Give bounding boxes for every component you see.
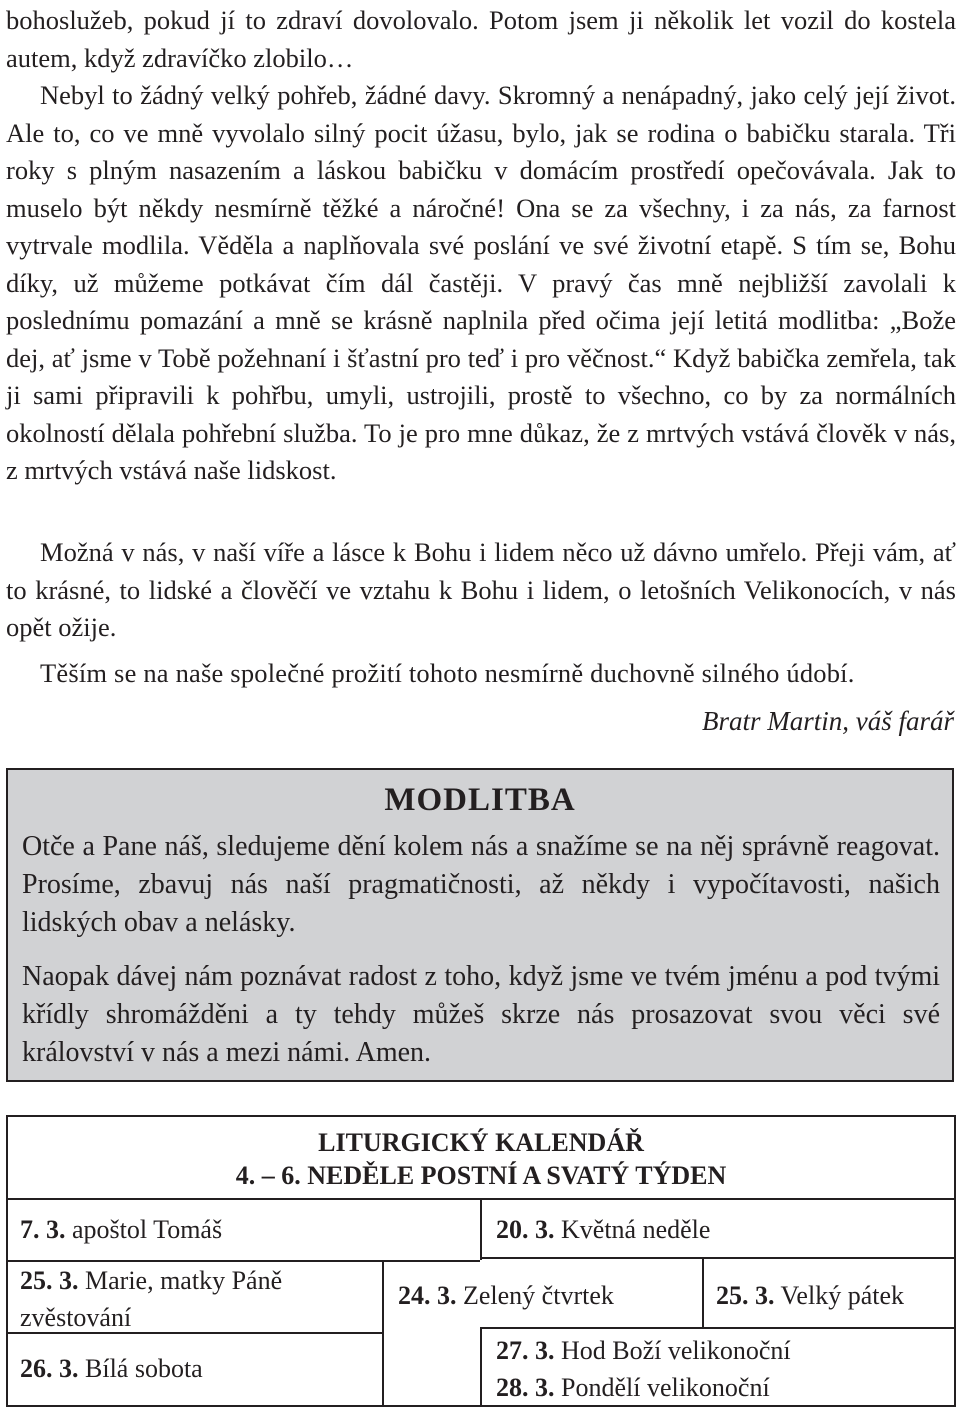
calendar-entry <box>20 1262 360 1336</box>
calendar-entry <box>398 1278 614 1314</box>
prayer-title: MODLITBA <box>384 782 576 818</box>
calendar-date: 24. 3. <box>398 1281 457 1310</box>
calendar-entry <box>496 1333 791 1369</box>
calendar-date: 25. 3. <box>20 1266 79 1295</box>
calendar-event: Zelený čtvrtek <box>463 1281 614 1310</box>
calendar-date: 28. 3. <box>496 1373 555 1402</box>
calendar-event: Hod Boží velikonoční <box>561 1336 791 1365</box>
calendar-date: 20. 3. <box>496 1215 555 1244</box>
article-paragraph-3: Možná v nás, v naší víře a lásce k Bohu i lidem něco už dávno umřelo. Přeji vám, ať to krásné, to lidské a člověčí ve vztahu k Bohu i lidem, o letošních Velikonocích, v nás opět ožije. <box>6 537 956 642</box>
prayer-box <box>6 768 954 1082</box>
calendar-divider <box>480 1257 954 1259</box>
prayer-paragraph-2: Naopak dávej nám poznávat radost z toho, když jsme ve tvém jménu a pod tvými křídly shromážděni a ty tehdy můžeš skrze nás prosazovat svou věci své království v nás a mezi námi. Amen. <box>22 961 940 1068</box>
article-paragraph-1: bohoslužeb, pokud jí to zdraví dovolovalo. Potom jsem ji několik let vozil do kostela autem, když zdravíčko zlobilo… <box>6 5 956 73</box>
calendar-event: Marie, matky Páně zvěstování <box>20 1266 283 1332</box>
article-paragraph-4: Těším se na naše společné prožití tohoto nesmírně duchovně silného údobí. <box>40 658 855 688</box>
article-paragraph-2: Nebyl to žádný velký pohřeb, žádné davy. Skromný a nenápadný, jako celý její život. Ale to, co ve mně vyvolalo silný pocit úžasu, bylo, jak se rodina o babičku starala. Tři roky s plným nasazením a láskou babičku v domácím prostředí opečovávala. Jak to muselo být někdy nesmírně těžké a náročné! Ona se za všechny, i za nás, za farnost vytrvale modlila. Věděla a naplňovala své poslání ve své životní etapě. S tím se, Bohu díky, už můžeme potkávat čím dál častěji. V pravý čas mně nejbližší zavolali k poslednímu pomazání a mně se krásně naplnila před očima její letitá modlitba: „Bože dej, ať jsme v Tobě požehnaní i šťastní pro teď i pro věčnost.“ Když babička zemřela, tak ji sami připravili k pohřbu, umyli, ustrojili, prostě to všechno, co by za normálních okolností dělala pohřební služba. To je pro mne důkaz, že z mrtvých vstává člověk v nás, z mrtvých vstává naše lidskost. <box>6 80 956 485</box>
calendar-divider <box>480 1198 482 1260</box>
calendar-entry <box>20 1351 203 1387</box>
calendar-event: Květná neděle <box>561 1215 711 1244</box>
calendar-event: Pondělí velikonoční <box>561 1373 770 1402</box>
calendar-date: 25. 3. <box>716 1281 775 1310</box>
calendar-divider <box>480 1327 482 1405</box>
calendar-event: apoštol Tomáš <box>72 1215 223 1244</box>
calendar-subtitle: 4. – 6. NEDĚLE POSTNÍ A SVATÝ TÝDEN <box>235 1161 727 1190</box>
calendar-entry <box>496 1212 710 1248</box>
calendar-event: Bílá sobota <box>85 1354 203 1383</box>
calendar-date: 7. 3. <box>20 1215 66 1244</box>
prayer-paragraph-1: Otče a Pane náš, sledujeme dění kolem nás a snažíme se na něj správně reagovat. Prosíme, zbavuj nás naší pragmatičnosti, až někdy i vypočítavosti, našich lidských obav a nelásky. <box>22 831 940 938</box>
calendar-entry <box>20 1212 222 1248</box>
calendar-date: 27. 3. <box>496 1336 555 1365</box>
calendar-divider <box>702 1257 704 1327</box>
calendar-date: 26. 3. <box>20 1354 79 1383</box>
calendar-divider <box>382 1260 384 1405</box>
calendar-entry <box>716 1278 904 1314</box>
calendar-title: LITURGICKÝ KALENDÁŘ <box>318 1128 644 1157</box>
signature: Bratr Martin, váš farář <box>701 706 954 736</box>
liturgical-calendar <box>6 1115 956 1407</box>
calendar-event: Velký pátek <box>780 1281 904 1310</box>
calendar-entry <box>496 1370 770 1406</box>
calendar-divider <box>480 1327 954 1329</box>
